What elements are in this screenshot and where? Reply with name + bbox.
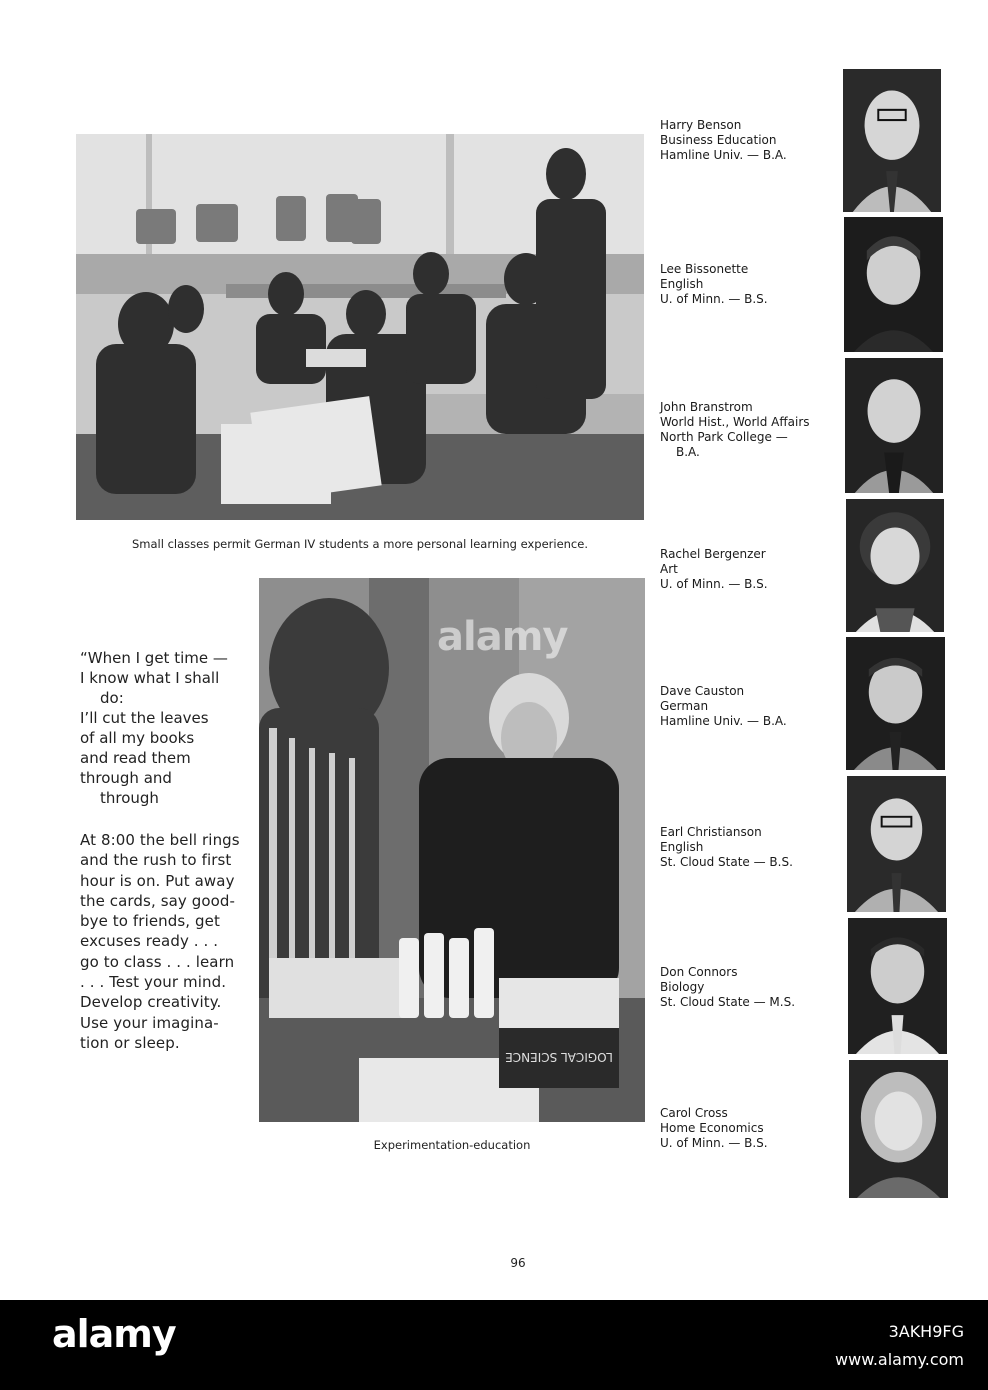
faculty-entry [660,684,787,729]
faculty-portrait [849,1060,948,1198]
faculty-entry [660,262,768,307]
page-number: 96 [510,1256,526,1270]
quote-block [80,648,250,808]
faculty-portrait [847,776,946,912]
faculty-degree: U. of Minn. — B.S. [660,577,768,591]
classroom-photo [76,134,644,520]
faculty-entry [660,1106,768,1151]
quote-line: I’ll cut the leaves [80,709,209,727]
faculty-portrait [845,358,943,493]
quote-line: and read them [80,749,191,767]
faculty-name: Don Connors [660,965,738,979]
faculty-subject: German [660,699,709,713]
faculty-subject: Business Education [660,133,777,147]
quote-line: through [100,789,159,807]
body-line: tion or sleep. [80,1033,180,1052]
faculty-name: Earl Christianson [660,825,762,839]
lab-book-title: LOGICAL SCIENCE [505,1050,613,1064]
faculty-entry [660,400,810,460]
faculty-portrait [846,499,944,632]
faculty-portrait [846,637,945,770]
faculty-entry [660,825,793,870]
faculty-subject: English [660,277,704,291]
body-line: Develop creativity. [80,993,222,1012]
lab-photo-caption: Experimentation-education [373,1138,531,1152]
faculty-subject: Home Economics [660,1121,764,1135]
footer-logo: alamy [52,1312,176,1356]
faculty-portrait [844,217,943,352]
quote-line: “When I get time — [80,649,228,667]
body-line: . . . Test your mind. [80,973,227,992]
faculty-degree: Hamline Univ. — B.A. [660,148,787,162]
watermark: alamy [437,614,568,660]
faculty-degree: U. of Minn. — B.S. [660,292,768,306]
faculty-entry [660,547,768,592]
quote-line: of all my books [80,729,195,747]
body-line: the cards, say good- [80,891,236,910]
body-line: excuses ready . . . [80,932,219,951]
faculty-subject: World Hist., World Affairs [660,415,810,429]
body-line: bye to friends, get [80,912,220,931]
footer-image-id: 3AKH9FG [888,1322,964,1341]
faculty-degree: Hamline Univ. — B.A. [660,714,787,728]
faculty-subject: Biology [660,980,705,994]
body-line: and the rush to first [80,851,232,870]
quote-line: I know what I shall [80,669,220,687]
classroom-photo-caption: Small classes permit German IV students a more personal learning experience. [132,537,588,551]
faculty-subject: Art [660,562,678,576]
faculty-degree: St. Cloud State — M.S. [660,995,796,1009]
faculty-degree: U. of Minn. — B.S. [660,1136,768,1150]
faculty-name: Dave Causton [660,684,745,698]
faculty-portrait [848,918,947,1054]
faculty-subject: English [660,840,704,854]
body-line: go to class . . . learn [80,952,235,971]
body-line: At 8:00 the bell rings [80,831,240,849]
faculty-portrait [843,69,941,212]
footer-url: www.alamy.com [835,1350,964,1369]
faculty-name: Harry Benson [660,118,742,132]
faculty-name: Lee Bissonette [660,262,749,276]
body-text-block [80,830,248,1053]
body-line: Use your imagina- [80,1013,219,1032]
faculty-entry [660,965,795,1010]
faculty-name: John Branstrom [660,400,753,414]
faculty-name: Carol Cross [660,1106,728,1120]
faculty-entry [660,118,787,163]
quote-line: do: [100,689,124,707]
faculty-degree: St. Cloud State — B.S. [660,855,793,869]
body-line: hour is on. Put away [80,871,235,890]
quote-line: through and [80,769,172,787]
faculty-name: Rachel Bergenzer [660,547,766,561]
faculty-degree: North Park College — [660,430,788,444]
faculty-degree-continued: B.A. [676,445,700,459]
